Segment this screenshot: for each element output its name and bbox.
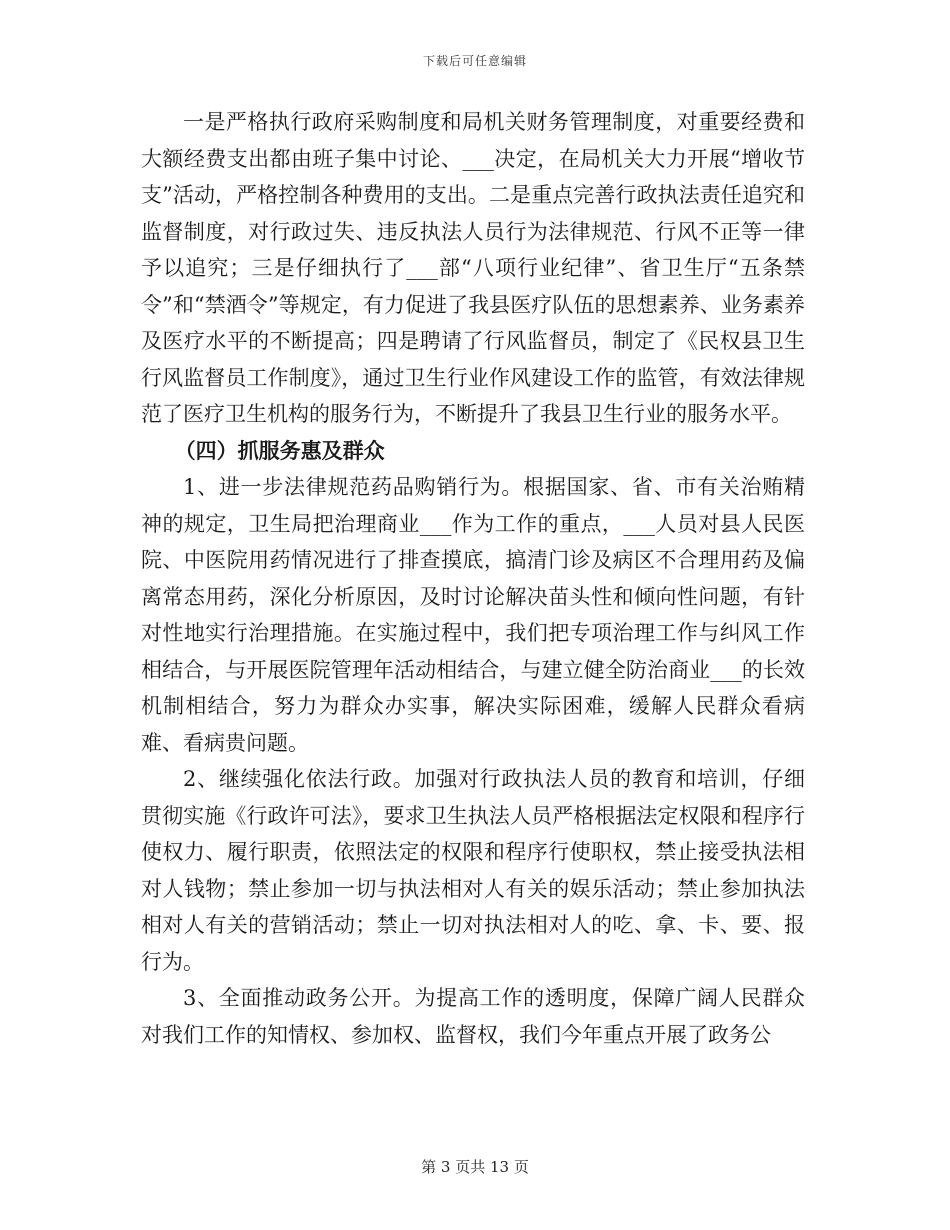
page-number: 第 3 页共 13 页 [421,1158,529,1176]
paragraph-law-administration: 2、继续强化依法行政。加强对行政执法人员的教育和培训，仔细贯彻实施《行政许可法》，要求卫生执法人员严格根据法定权限和程序行使权力、履行职责，依照法定的权限和程序行使职权，禁止接受执法相对人钱物；禁止参加一切与执法相对人有关的娱乐活动；禁止参加执法相对人有关的营销活动；禁止一切对执法相对人的吃、拿、卡、要、报行为。 [141,767,805,974]
paragraph-government-affairs-openness: 3、全面推动政务公开。为提高工作的透明度，保障广阔人民群众对我们工作的知情权、参加权、监督权，我们今年重点开展了政务公 [141,986,805,1047]
document-body [141,104,805,1053]
section-heading-service: （四）抓服务惠及群众 [174,438,385,463]
paragraph-financial-management: 一是严格执行政府采购制度和局机关财务管理制度，对重要经费和大额经费支出都由班子集中讨论、___决定，在局机关大力开展“增收节支”活动，严格控制各种费用的支出。二是重点完善行政执法责任追究和监督制度，对行政过失、违反执法人员行为法律规范、行风不正等一律予以追究；三是仔细执行了___部“八项行业纪律”、省卫生厅“五条禁令”和“禁酒令”等规定，有力促进了我县医疗队伍的思想素养、业务素养及医疗水平的不断提高；四是聘请了行风监督员，制定了《民权县卫生行风监督员工作制度》，通过卫生行业作风建设工作的监管，有效法律规范了医疗卫生机构的服务行为，不断提升了我县卫生行业的服务水平。 [141,110,805,426]
page-header-note: 下载后可任意编辑 [422,54,527,68]
paragraph-drug-procurement: 1、进一步法律规范药品购销行为。根据国家、省、市有关治贿精神的规定，卫生局把治理商业___作为工作的重点，___人员对县人民医院、中医院用药情况进行了排查摸底，搞清门诊及病区不合理用药及偏离常态用药，深化分析原因，及时讨论解决苗头性和倾向性问题，有针对性地实行治理措施。在实施过程中，我们把专项治理工作与纠风工作相结合，与开展医院管理年活动相结合，与建立健全防治商业___的长效机制相结合，努力为群众办实事，解决实际困难，缓解人民群众看病难、看病贵问题。 [141,475,805,755]
